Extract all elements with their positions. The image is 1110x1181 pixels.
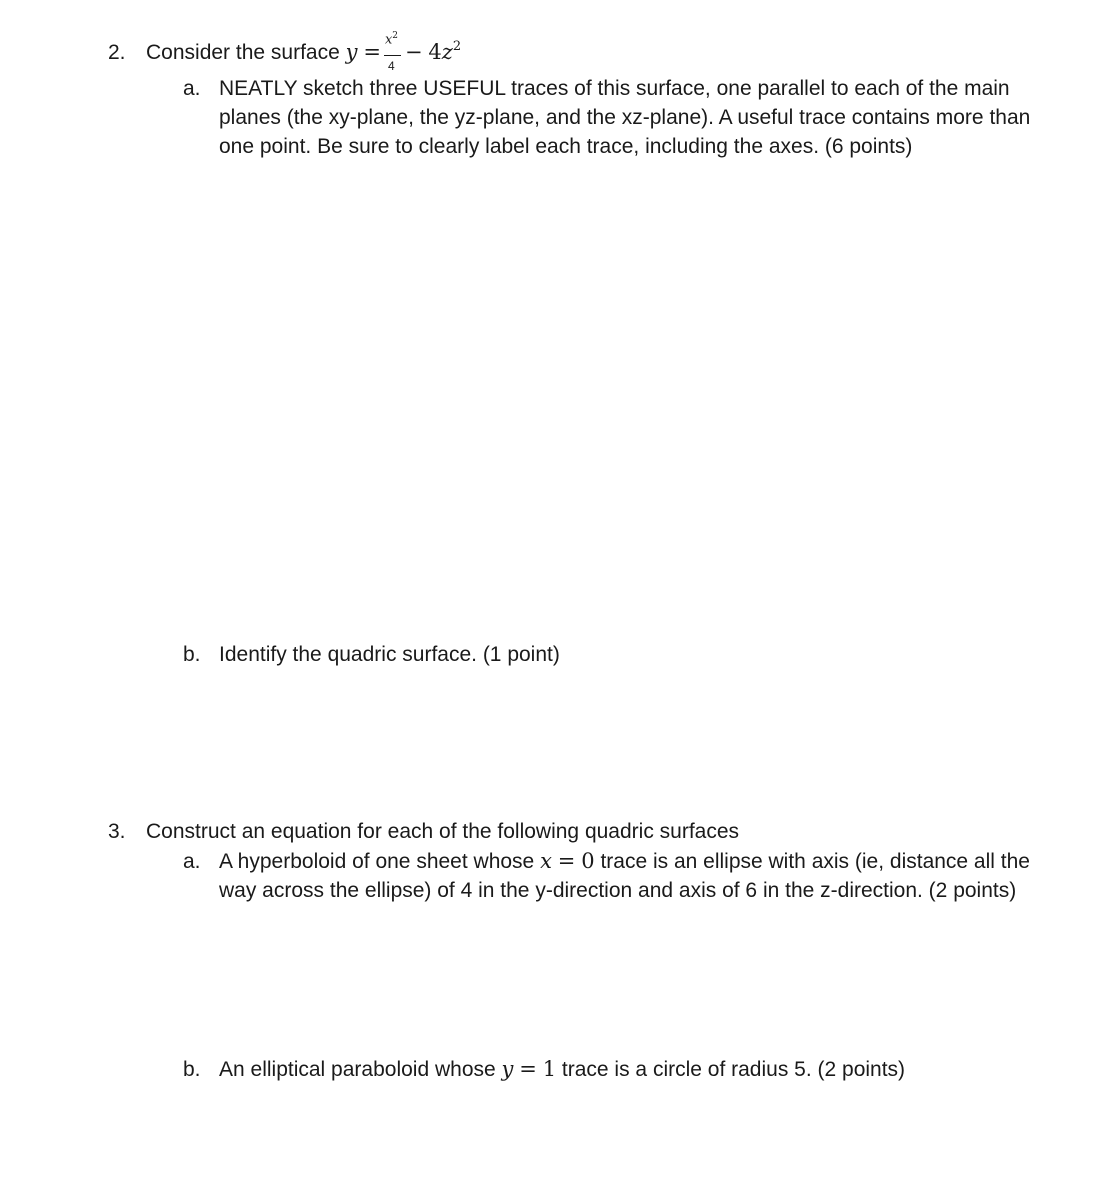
question-3b-letter: b. (183, 1058, 201, 1081)
math-var-x: x (540, 849, 552, 873)
question-3b-text (219, 1055, 1049, 1084)
fraction-bar (384, 55, 401, 56)
equation-exponent: 2 (452, 39, 462, 54)
equation-var-z: z (441, 40, 453, 64)
question-2b-letter: b. (183, 643, 201, 666)
equation-lhs: y (345, 40, 358, 64)
math-equals: = (557, 849, 576, 873)
question-3b-text-after: trace is a circle of radius 5. (2 points) (561, 1058, 906, 1081)
equation-equals: = (363, 40, 381, 64)
question-3a-text-before: A hyperboloid of one sheet whose (219, 850, 535, 873)
math-value: 1 (542, 1057, 557, 1081)
question-2-number: 2. (108, 41, 126, 64)
math-var-y: y (501, 1057, 514, 1081)
question-2b-text: Identify the quadric surface. (1 point) (219, 643, 560, 666)
question-3b-text-before: An elliptical paraboloid whose (219, 1058, 496, 1081)
equation-minus: − (404, 40, 423, 64)
question-2-intro: Consider the surface (146, 41, 340, 64)
equation-coefficient: 4 (428, 40, 442, 64)
math-value: 0 (581, 849, 595, 873)
math-equals: = (519, 1057, 537, 1081)
question-2a-text: NEATLY sketch three USEFUL traces of this surface, one parallel to each of the main planes (the xy-plane, the yz-plane, and the xz-plane). A useful trace contains more than one point. Be sure to clearly label each trace, including the axes. (6 points) (219, 77, 1031, 158)
question-3a-text (219, 847, 1049, 905)
question-2a-letter: a. (183, 77, 201, 100)
fraction-numerator: $x^2$ (384, 31, 399, 48)
question-3-text: Construct an equation for each of the following quadric surfaces (146, 820, 740, 843)
question-2-prompt (146, 31, 462, 73)
equation-fraction (384, 31, 402, 73)
fraction-denominator: 4 (387, 59, 395, 73)
question-3a-text-after: trace is an ellipse with axis (ie, distance all the way across the ellipse) of 4 in the y-direction and axis of 6 in the z-direction. (2 points) (219, 850, 1030, 902)
question-3a-letter: a. (183, 850, 201, 873)
question-3-number: 3. (108, 820, 126, 843)
